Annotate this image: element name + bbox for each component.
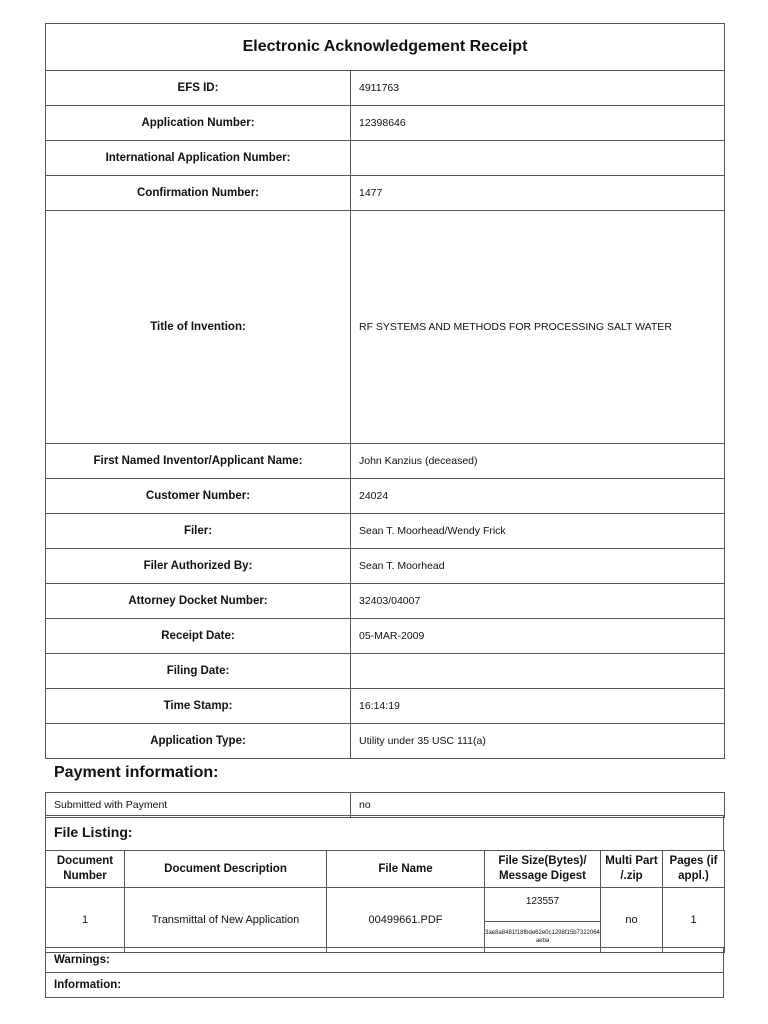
filing-date-label: Filing Date: bbox=[46, 654, 351, 689]
filing-date-value bbox=[351, 654, 725, 689]
file-size-cell bbox=[485, 888, 601, 953]
confirmation-number-label: Confirmation Number: bbox=[46, 176, 351, 211]
file-size-value: 123557 bbox=[485, 888, 600, 922]
receipt-date-value: 05-MAR-2009 bbox=[351, 619, 725, 654]
application-number-label: Application Number: bbox=[46, 106, 351, 141]
header-document-number: Document Number bbox=[46, 851, 125, 888]
payment-label: Submitted with Payment bbox=[46, 793, 351, 818]
application-number-value: 12398646 bbox=[351, 106, 725, 141]
message-digest-value: 3ae8a8481f18fbde62e0c1298f15b7322064 aeba bbox=[485, 930, 600, 944]
header-pages: Pages (if appl.) bbox=[663, 851, 725, 888]
multi-part-cell: no bbox=[601, 888, 663, 953]
receipt-title: Electronic Acknowledgement Receipt bbox=[46, 24, 725, 71]
file-listing-heading: File Listing: bbox=[54, 824, 133, 840]
filer-label: Filer: bbox=[46, 514, 351, 549]
title-of-invention-label: Title of Invention: bbox=[46, 211, 351, 444]
attorney-docket-number-label: Attorney Docket Number: bbox=[46, 584, 351, 619]
filer-authorized-by-value: Sean T. Moorhead bbox=[351, 549, 725, 584]
file-name-cell: 00499661.PDF bbox=[327, 888, 485, 953]
information-label: Information: bbox=[46, 973, 724, 998]
file-listing-table bbox=[45, 850, 725, 953]
title-of-invention-value: RF SYSTEMS AND METHODS FOR PROCESSING SALT WATER bbox=[351, 211, 725, 444]
doc-number-cell: 1 bbox=[46, 888, 125, 953]
efs-id-value: 4911763 bbox=[351, 71, 725, 106]
payment-value: no bbox=[351, 793, 725, 818]
filer-value: Sean T. Moorhead/Wendy Frick bbox=[351, 514, 725, 549]
header-multi-part: Multi Part /.zip bbox=[601, 851, 663, 888]
filer-authorized-by-label: Filer Authorized By: bbox=[46, 549, 351, 584]
first-named-inventor-value: John Kanzius (deceased) bbox=[351, 444, 725, 479]
header-file-size: File Size(Bytes)/ Message Digest bbox=[485, 851, 601, 888]
pages-cell: 1 bbox=[663, 888, 725, 953]
first-named-inventor-label: First Named Inventor/Applicant Name: bbox=[46, 444, 351, 479]
file-listing-header-box bbox=[45, 815, 724, 850]
warnings-label: Warnings: bbox=[46, 948, 724, 973]
efs-id-label: EFS ID: bbox=[46, 71, 351, 106]
customer-number-label: Customer Number: bbox=[46, 479, 351, 514]
international-application-number-value bbox=[351, 141, 725, 176]
table-row bbox=[46, 888, 725, 953]
attorney-docket-number-value: 32403/04007 bbox=[351, 584, 725, 619]
time-stamp-label: Time Stamp: bbox=[46, 689, 351, 724]
customer-number-value: 24024 bbox=[351, 479, 725, 514]
notes-table bbox=[45, 947, 724, 998]
receipt-table bbox=[45, 23, 725, 759]
confirmation-number-value: 1477 bbox=[351, 176, 725, 211]
payment-heading: Payment information: bbox=[54, 764, 219, 781]
header-document-description: Document Description bbox=[125, 851, 327, 888]
time-stamp-value: 16:14:19 bbox=[351, 689, 725, 724]
international-application-number-label: International Application Number: bbox=[46, 141, 351, 176]
header-file-name: File Name bbox=[327, 851, 485, 888]
doc-description-cell: Transmittal of New Application bbox=[125, 888, 327, 953]
application-type-value: Utility under 35 USC 111(a) bbox=[351, 724, 725, 759]
receipt-date-label: Receipt Date: bbox=[46, 619, 351, 654]
application-type-label: Application Type: bbox=[46, 724, 351, 759]
